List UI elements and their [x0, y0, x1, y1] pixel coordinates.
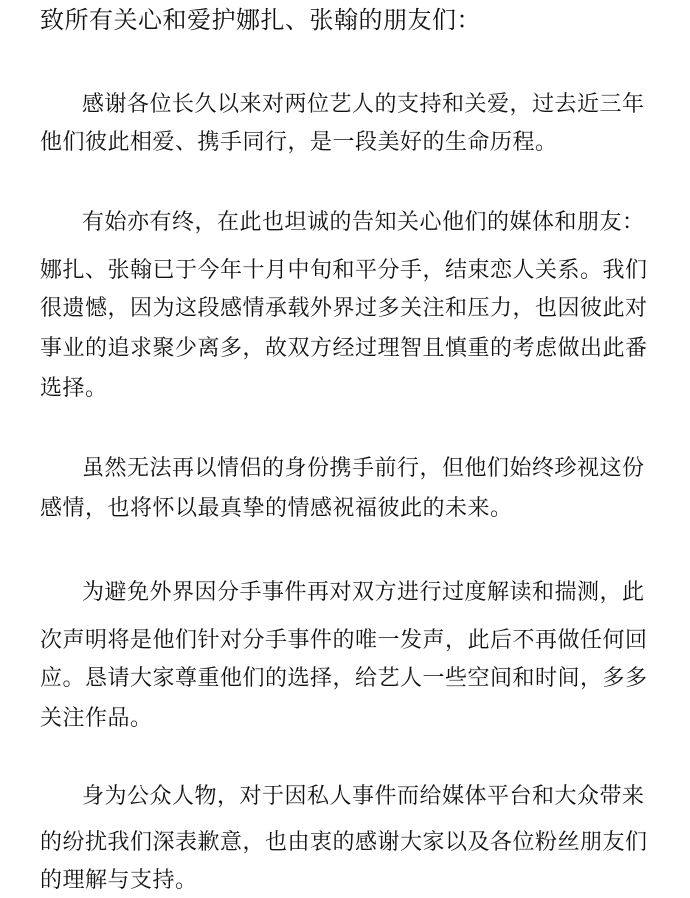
paragraph-1-line-2: 他们彼此相爱、携手同行，是一段美好的生命历程。 [40, 130, 558, 155]
paragraph-5-line-2: 的纷扰我们深表歉意，也由衷的感谢大家以及各位粉丝朋友们 [40, 830, 648, 855]
paragraph-3-line-2: 感情，也将怀以最真挚的情感祝福彼此的未来。 [40, 496, 513, 521]
paragraph-4-line-4: 关注作品。 [40, 706, 153, 731]
paragraph-4-line-1: 为避免外界因分手事件再对双方进行过度解读和揣测，此 [82, 580, 645, 605]
paragraph-2-line-4: 事业的追求聚少离多，故双方经过理智且慎重的考虑做出此番 [40, 336, 648, 361]
paragraph-2-line-1: 有始亦有终，在此也坦诚的告知关心他们的媒体和朋友： [82, 210, 645, 235]
paragraph-2-line-5: 选择。 [40, 376, 108, 401]
paragraph-5-line-1: 身为公众人物，对于因私人事件而给媒体平台和大众带来 [82, 784, 645, 809]
paragraph-2-line-3: 很遗憾，因为这段感情承载外界过多关注和压力，也因彼此对 [40, 296, 648, 321]
paragraph-4-line-3: 应。恳请大家尊重他们的选择，给艺人一些空间和时间，多多 [40, 666, 648, 691]
paragraph-5-line-3: 的理解与支持。 [40, 868, 198, 893]
paragraph-4-line-2: 次声明将是他们针对分手事件的唯一发声，此后不再做任何回 [40, 628, 648, 653]
paragraph-2-line-2: 娜扎、张翰已于今年十月中旬和平分手，结束恋人关系。我们 [40, 258, 648, 283]
salutation: 致所有关心和爱护娜扎、张翰的朋友们： [40, 6, 481, 34]
paragraph-3-line-1: 虽然无法再以情侣的身份携手前行，但他们始终珍视这份 [82, 456, 645, 481]
paragraph-1-line-1: 感谢各位长久以来对两位艺人的支持和关爱，过去近三年 [82, 92, 645, 117]
